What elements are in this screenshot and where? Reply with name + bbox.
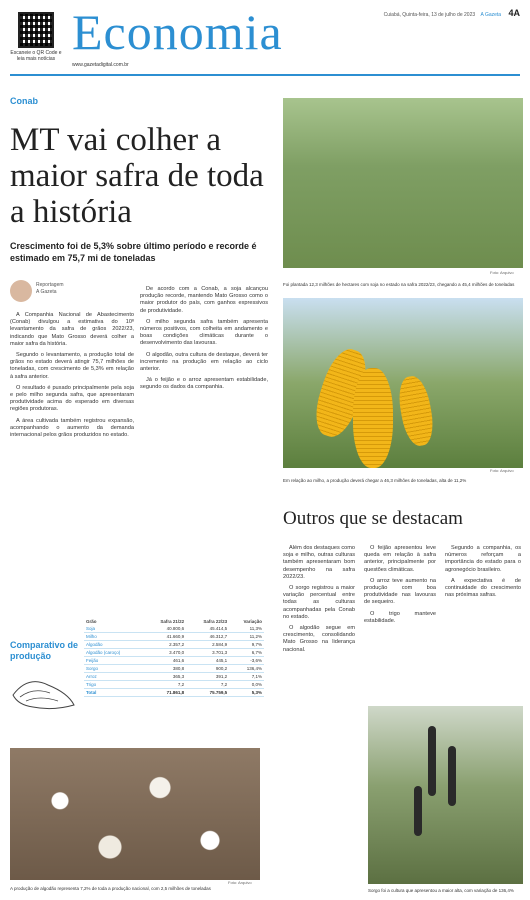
table-row	[84, 665, 264, 673]
paragraph: A Companhia Nacional de Abastecimento (Conab) divulgou a estimativa do 10º levantamento da safra de grãos 2022/23, indicando que Mato Grosso deverá colher a maior safra da história.	[10, 312, 134, 347]
table-row	[84, 681, 264, 689]
qr-caption: Escaneie o QR Code e leia mais notícias	[10, 50, 62, 62]
table-cell: 3.701,3	[186, 649, 229, 657]
sidebar-column-3	[445, 545, 521, 603]
column-header: Variação	[243, 619, 262, 624]
author-byline	[36, 282, 64, 296]
paragraph: O trigo manteve estabilidade.	[364, 610, 436, 624]
table-cell: 3.470,0	[143, 649, 186, 657]
column-header: Safra 22/23	[203, 619, 228, 624]
author-avatar	[10, 280, 32, 302]
table-row	[84, 657, 264, 665]
paragraph: Já o feijão e o arroz apresentam estabilidade, segundo os dados da companhia.	[140, 377, 268, 391]
table-cell: 2.584,9	[186, 641, 229, 649]
paragraph: A expectativa é de continuidade do crescimento nas próximas safras.	[445, 577, 521, 599]
table-body	[84, 625, 264, 697]
table-cell: 40.800,6	[143, 625, 186, 633]
table-cell: 75.759,5	[186, 689, 229, 697]
photo-caption: A produção de algodão representa 7,2% de toda a produção nacional, com 2,5 milhões de toneladas	[10, 886, 211, 891]
section-masthead: Economia	[72, 4, 283, 60]
table-cell: Algodão	[84, 641, 143, 649]
production-table	[84, 618, 264, 697]
table-row	[84, 673, 264, 681]
table-row	[84, 649, 264, 657]
table-title: Comparativo de produção	[10, 640, 79, 661]
table-cell: 5,3%	[229, 689, 264, 697]
sidebar-column-2	[364, 545, 436, 629]
table-cell: 11,2%	[229, 633, 264, 641]
brand-name: A Gazeta	[480, 12, 502, 18]
photo-caption: Sorgo foi a cultura que apresentou a maior alta, com variação de 136,4%	[368, 888, 514, 893]
page-number: 4A	[508, 8, 520, 18]
table-header-row	[84, 618, 264, 625]
paragraph: O algodão, outra cultura de destaque, deverá ter incremento na produção em relação ao ciclo anterior.	[140, 351, 268, 373]
photo-credit: Foto: Arquivo	[228, 880, 252, 885]
table-cell: 461,6	[143, 657, 186, 665]
photo-caption: Foi plantada 12,3 milhões de hectares com soja no estado na safra 2022/23, chegando a 45,4 milhões de toneladas	[283, 282, 515, 287]
table-cell: Soja	[84, 625, 143, 633]
table-cell: 0,0%	[229, 681, 264, 689]
paragraph: O arroz teve aumento na produção com boa produtividade nas lavouras de sequeiro.	[364, 577, 436, 606]
article-column-2	[140, 286, 268, 396]
photo-credit: Foto: Arquivo	[490, 270, 514, 275]
table-cell: 7,2	[186, 681, 229, 689]
edition-info	[384, 8, 520, 18]
table-cell: Total	[84, 689, 143, 697]
soy-field-photo	[283, 98, 523, 268]
table-cell: 2.357,2	[143, 641, 186, 649]
table-cell: 11,3%	[229, 625, 264, 633]
header-rule	[10, 74, 520, 76]
table-cell: 136,4%	[229, 665, 264, 673]
column-header: Grão	[86, 619, 97, 624]
paragraph: Além dos destaques como soja e milho, outras culturas também apresentaram bom desempenho na safra 2022/23.	[283, 545, 355, 580]
table-cell: 7,2	[143, 681, 186, 689]
table-cell: 45.414,5	[186, 625, 229, 633]
table-cell: 41.660,9	[143, 633, 186, 641]
qr-code[interactable]	[18, 12, 54, 48]
table-row	[84, 689, 264, 697]
section-tag: Conab	[10, 96, 38, 106]
article-subhead: Crescimento foi de 5,3% sobre último período e recorde é estimado em 75,7 mi de toneladas	[10, 241, 257, 263]
table-cell: 7,1%	[229, 673, 264, 681]
sidebar-column-1	[283, 545, 355, 658]
table-cell: 6,7%	[229, 649, 264, 657]
paragraph: A área cultivada também registrou expansão, acompanhando o aumento da demanda internacional pelos grãos produzidos no estado.	[10, 417, 134, 439]
table-cell: Feijão	[84, 657, 143, 665]
paragraph: O resultado é puxado principalmente pela soja e pelo milho segunda safra, que apresentaram produtividade acima do esperado em diversas regiões produtoras.	[10, 384, 134, 413]
table-cell: 380,8	[143, 665, 186, 673]
table-cell: 391,2	[186, 673, 229, 681]
paragraph: O feijão apresentou leve queda em relação à safra anterior, principalmente por questões climáticas.	[364, 545, 436, 573]
photo-credit: Foto: Arquivo	[490, 468, 514, 473]
table-row	[84, 633, 264, 641]
paragraph: Segundo o levantamento, a produção total de grãos no estado deverá atingir 75,7 milhões de toneladas, com crescimento de 5,3% em relação à safra anterior.	[10, 352, 134, 380]
website-link[interactable]: www.gazetadigital.com.br	[72, 62, 129, 68]
article-headline: MT vai colher a maior safra de toda a história	[10, 122, 264, 230]
article-column-1	[10, 312, 134, 443]
paragraph: O milho segunda safra também apresenta números positivos, com colheita em andamento e boas condições climáticas durante o desenvolvimento das lavouras.	[140, 318, 268, 347]
table-cell: Milho	[84, 633, 143, 641]
photo-caption: Em relação ao milho, a produção deverá chegar a 46,3 milhões de toneladas, alta de 11,2%	[283, 478, 467, 483]
paragraph: De acordo com a Conab, a soja alcançou produção recorde, mantendo Mato Grosso como o maior produtor do país, com ganhos expressivos de produtividade.	[140, 286, 268, 314]
table-cell: 365,3	[143, 673, 186, 681]
sorghum-photo	[368, 706, 523, 884]
edition-date: Cuiabá, Quinta-feira, 13 de julho de 2023	[383, 12, 476, 18]
sidebar-headline: Outros que se destacam	[283, 508, 463, 529]
cotton-illustration-icon	[8, 665, 78, 715]
paragraph: O sorgo registrou a maior variação percentual entre todas as culturas acompanhadas pela Conab no estado.	[283, 585, 355, 620]
paragraph: O algodão segue em crescimento, consolidando Mato Grosso na liderança nacional.	[283, 625, 355, 653]
table-row	[84, 641, 264, 649]
table-cell: 900,2	[186, 665, 229, 673]
paragraph: Segundo a companhia, os números reforçam a importância do estado para o agronegócio brasileiro.	[445, 545, 521, 573]
table-cell: Trigo	[84, 681, 143, 689]
table-cell: 46.312,7	[186, 633, 229, 641]
author-name: Reportagem	[36, 282, 64, 288]
table-cell: Algodão (caroço)	[84, 649, 143, 657]
author-role: A Gazeta	[36, 289, 57, 295]
table-cell: -3,6%	[229, 657, 264, 665]
cotton-photo	[10, 748, 260, 880]
corn-photo	[283, 298, 523, 468]
table-cell: 71.861,8	[143, 689, 186, 697]
table-cell: Arroz	[84, 673, 143, 681]
table-cell: 445,1	[186, 657, 229, 665]
table-cell: Sorgo	[84, 665, 143, 673]
table-row	[84, 625, 264, 633]
table-cell: 9,7%	[229, 641, 264, 649]
column-header: Safra 21/22	[160, 619, 185, 624]
